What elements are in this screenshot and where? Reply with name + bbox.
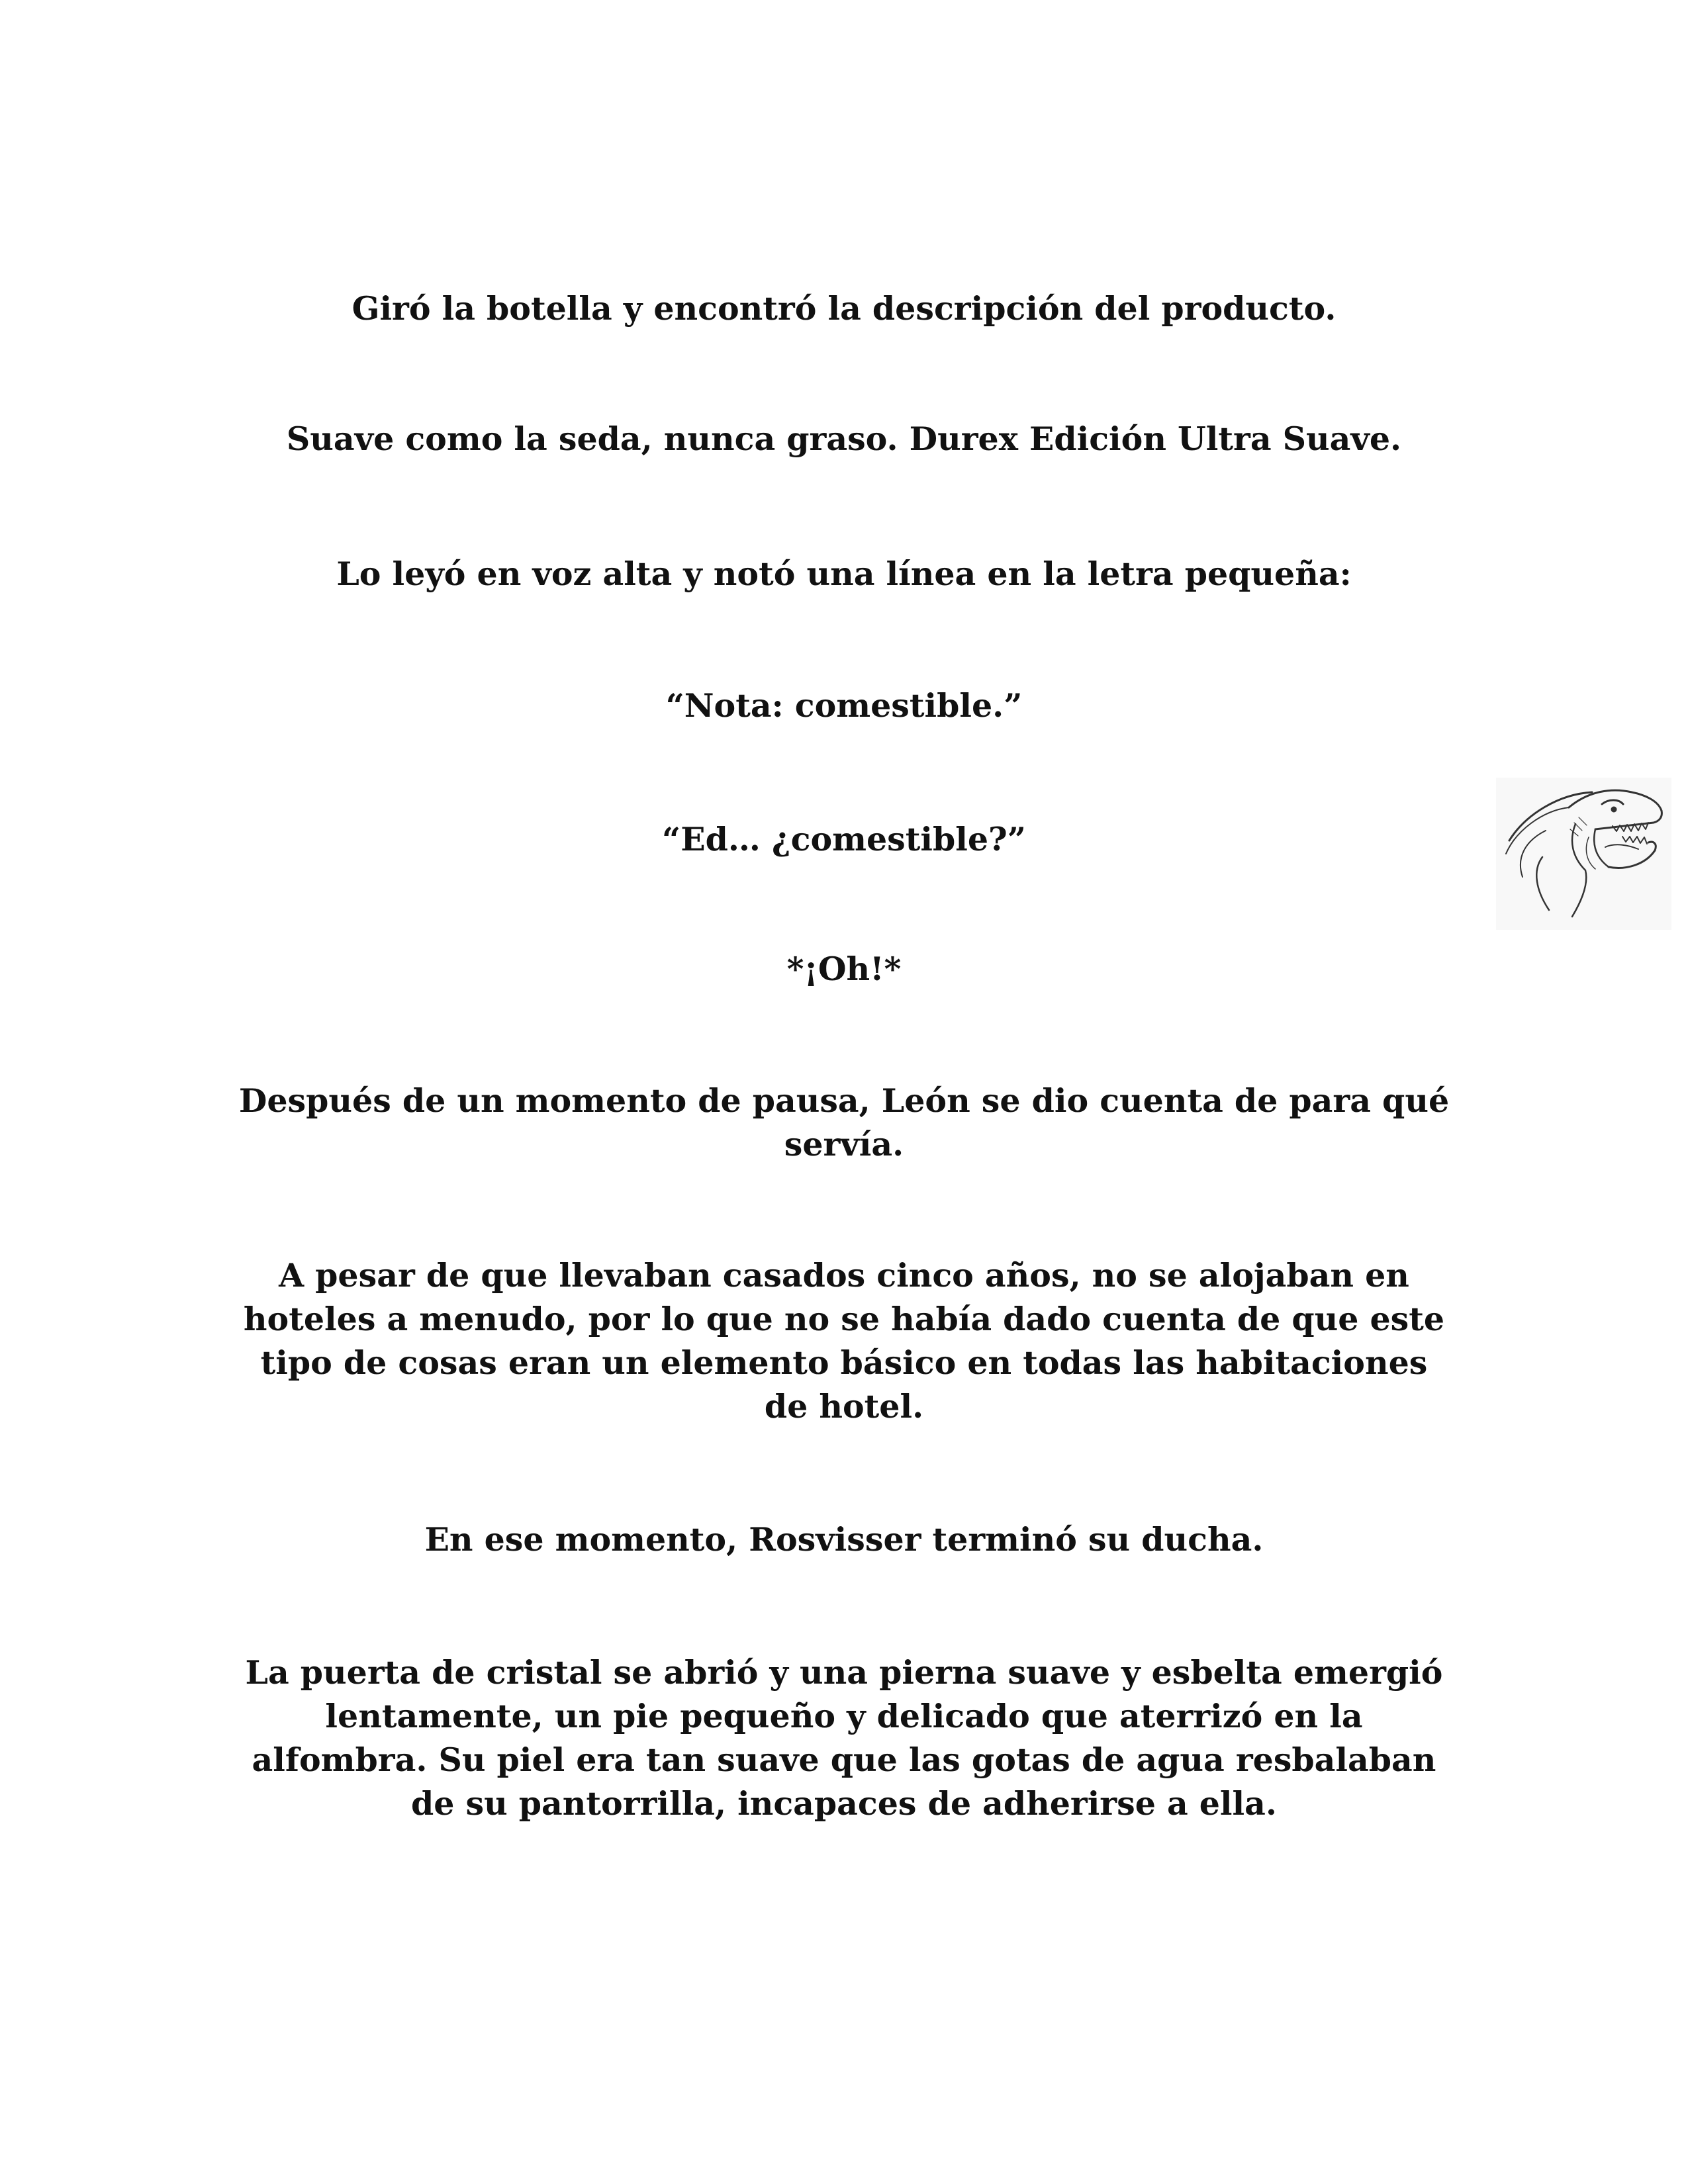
paragraph-4: “Nota: comestible.” [665,686,1023,725]
paragraph-2: Suave como la seda, nunca graso. Durex Edición Ultra Suave. [286,420,1402,458]
paragraph-1: Giró la botella y encontró la descripción del producto. [352,289,1336,328]
paragraph-3: Lo leyó en voz alta y notó una línea en la letra pequeña: [336,555,1352,593]
dinosaur-head-sketch-icon [1496,778,1671,930]
paragraph-10: La puerta de cristal se abrió y una pierna suave y esbelta emergió lentamente, un pie pequeño y delicado que aterrizó en la alfombra. Su piel era tan suave que las gotas de agua resbalaban de su pantorrilla, incapaces de adherirse a ella. [245,1653,1443,1823]
paragraph-9: En ese momento, Rosvisser terminó su ducha. [424,1520,1264,1559]
paragraph-5: “Ed… ¿comestible?” [662,820,1026,858]
paragraph-6: *¡Oh!* [786,950,902,988]
paragraph-7: Después de un momento de pausa, León se dio cuenta de para qué servía. [238,1081,1450,1163]
paragraph-8: A pesar de que llevaban casados cinco años, no se alojaban en hoteles a menudo, por lo que no se había dado cuenta de que este tipo de cosas eran un elemento básico en todas las habitaciones de hotel. [243,1256,1445,1426]
